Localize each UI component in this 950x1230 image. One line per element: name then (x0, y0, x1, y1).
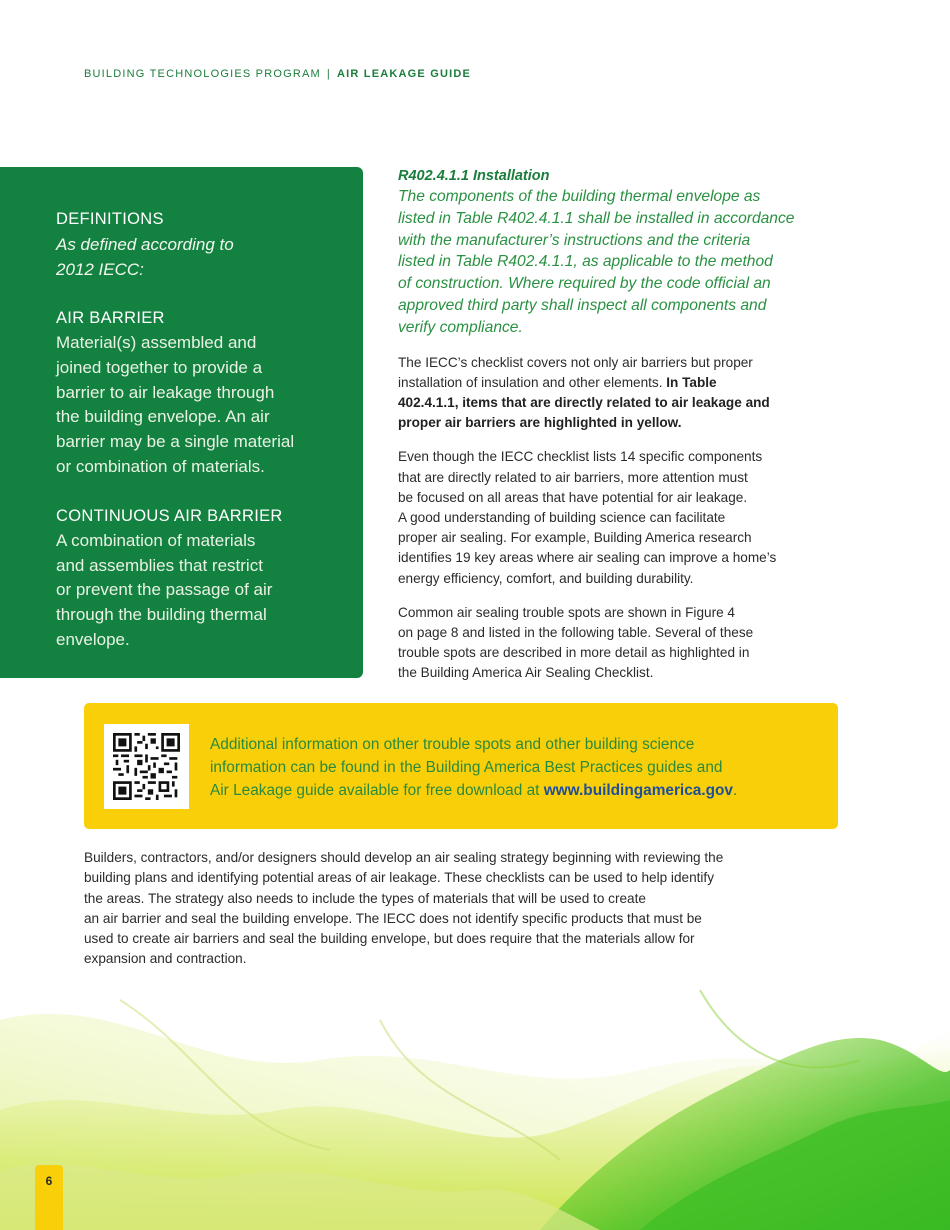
running-header (84, 68, 471, 80)
info-callout (84, 703, 838, 829)
buildingamerica-link[interactable]: www.buildingamerica.gov (543, 782, 733, 799)
definition-air-barrier: Material(s) assembled and joined together to provide a barrier to air leakage through the building envelope. An air barrier may be a single material or combination of materials. (56, 333, 295, 476)
definitions-heading: DEFINITIONS (56, 210, 164, 228)
paragraph-key-areas: Even though the IECC checklist lists 14 specific components that are directly related to air barriers, more attention must be focused on all areas that have potential for air leakage. A good understanding of building science can facilitate proper air sealing. For example, Building America research identifies 19 key areas where air sealing can improve a home’s energy efficiency, comfort, and building durability. (398, 449, 777, 586)
page-number: 6 (35, 1165, 63, 1230)
paragraph-air-sealing-strategy: Builders, contractors, and/or designers should develop an air sealing strategy beginning with reviewing the building plans and identifying potential areas of air leakage. These checklists can be used to help identify the areas. The strategy also needs to include the types of materials that will be used to create an air barrier and seal the building envelope. The IECC does not identify specific products that must be used to create air barriers and seal the building envelope, but does require that the materials allow for expansion and contraction. (84, 850, 724, 967)
green-smoke-decoration (0, 960, 950, 1230)
guide-name: AIR LEAKAGE GUIDE (336, 68, 472, 80)
definitions-subheading: As defined according to 2012 IECC: (56, 235, 234, 279)
paragraph-trouble-spots: Common air sealing trouble spots are shown in Figure 4 on page 8 and listed in the following table. Several of these trouble spots are described in more detail as highlighted in the Building America Air Sealing Checklist. (398, 604, 754, 681)
term-continuous-air-barrier: CONTINUOUS AIR BARRIER (56, 506, 283, 525)
qr-code-icon[interactable] (104, 724, 189, 809)
program-name: BUILDING TECHNOLOGIES PROGRAM (84, 68, 321, 80)
paragraph-checklist: The IECC’s checklist covers not only air barriers but proper installation of insulation and other elements. In Table 402.4.1.1, items that are directly related to air leakage and proper air barriers are highlighted in yellow. (398, 354, 770, 431)
definition-continuous-air-barrier: A combination of materials and assemblies that restrict or prevent the passage of air through the building thermal envelope. (56, 530, 273, 649)
callout-text: Additional information on other trouble spots and other building science information can be found in the Building America Best Practices guides and Air Leakage guide available for free download at www.buildingamerica.gov. (210, 736, 738, 799)
main-text-column (398, 166, 838, 684)
definitions-sidebar (0, 167, 363, 678)
header-separator: | (326, 68, 331, 80)
code-section-title: R402.4.1.1 Installation (398, 168, 550, 184)
code-excerpt-text: The components of the building thermal envelope as listed in Table R402.4.1.1 shall be installed in accordance with the manufacturer’s instructions and the criteria listed in Table R402.4.1.1, as applicable to the method of construction. Where required by the code official an approved third party shall inspect all components and verify compliance. (398, 188, 795, 336)
term-air-barrier: AIR BARRIER (56, 309, 165, 327)
qr-code-graphic (113, 733, 180, 800)
